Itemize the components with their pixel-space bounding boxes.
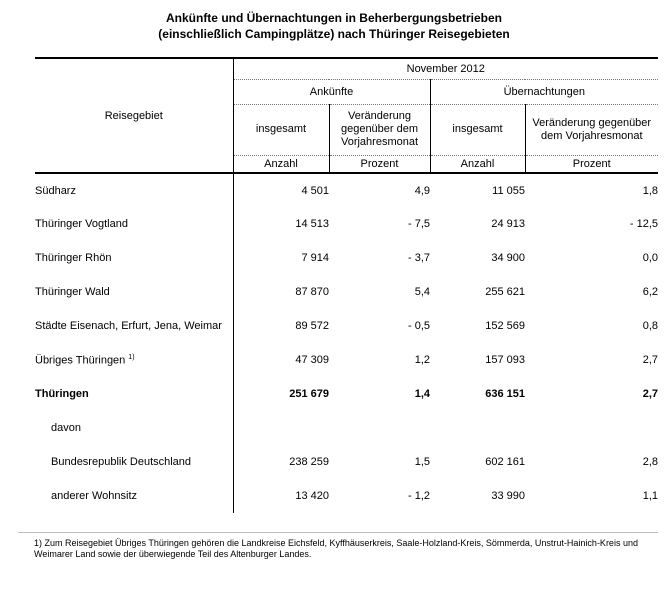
region-label: anderer Wohnsitz bbox=[35, 479, 233, 513]
overnights-change-value: 6,2 bbox=[642, 286, 659, 298]
table-row-anderer-wohnsitz bbox=[35, 479, 658, 513]
footnote-divider bbox=[18, 532, 658, 533]
unit-header-overnights-count: Anzahl bbox=[430, 155, 525, 173]
page-title bbox=[0, 0, 668, 42]
header-row-period bbox=[35, 58, 658, 79]
arrivals-total-value: 7 914 bbox=[301, 252, 329, 264]
overnights-change-value: 0,0 bbox=[642, 252, 659, 264]
overnights-total-value: 255 621 bbox=[485, 286, 525, 298]
column-header-arrivals: Ankünfte bbox=[233, 79, 430, 104]
arrivals-total-value: 251 679 bbox=[289, 388, 329, 400]
region-label: Städte Eisenach, Erfurt, Jena, Weimar bbox=[35, 309, 233, 343]
arrivals-total-value: 13 420 bbox=[295, 490, 329, 502]
unit-header-arrivals-percent: Prozent bbox=[329, 155, 430, 173]
footnote-line2: Weimarer Land sowie der überwiegende Teil des Altenburger Landes. bbox=[34, 549, 312, 559]
unit-header-arrivals-count: Anzahl bbox=[233, 155, 329, 173]
region-label: Thüringer Rhön bbox=[35, 241, 233, 275]
table-row-davon bbox=[35, 411, 658, 445]
arrivals-change-value bbox=[329, 411, 430, 445]
arrivals-total-value: 4 501 bbox=[301, 184, 329, 197]
overnights-change-value bbox=[525, 411, 658, 445]
page-title-line2: (einschließlich Campingplätze) nach Thüringer Reisegebieten bbox=[158, 27, 510, 41]
region-label-text: Übriges Thüringen bbox=[35, 354, 126, 367]
table-row-deutschland bbox=[35, 445, 658, 479]
arrivals-total-value: 14 513 bbox=[295, 218, 329, 230]
column-header-region: Reisegebiet bbox=[35, 58, 233, 173]
region-label: Thüringen bbox=[35, 377, 233, 411]
arrivals-change-value: - 1,2 bbox=[407, 490, 430, 502]
statistics-table bbox=[35, 57, 658, 513]
table-row-staedte bbox=[35, 309, 658, 343]
arrivals-change-value: 4,9 bbox=[414, 184, 430, 197]
region-label: Thüringer Wald bbox=[35, 275, 233, 309]
overnights-total-value: 11 055 bbox=[492, 184, 525, 197]
overnights-change-value: 1,1 bbox=[642, 490, 659, 502]
page-title-line1: Ankünfte und Übernachtungen in Beherbergungsbetrieben bbox=[165, 11, 503, 25]
footnote-marker: 1) bbox=[128, 353, 135, 361]
column-header-arrivals-total: insgesamt bbox=[233, 104, 329, 155]
overnights-total-value: 157 093 bbox=[485, 354, 525, 366]
arrivals-total-value: 238 259 bbox=[289, 456, 329, 468]
overnights-total-value: 636 151 bbox=[485, 388, 525, 400]
region-label: Bundesrepublik Deutschland bbox=[35, 445, 233, 479]
region-label: davon bbox=[35, 411, 233, 445]
column-header-overnights: Übernachtungen bbox=[430, 79, 658, 104]
arrivals-total-value bbox=[233, 411, 329, 445]
table-row-uebriges bbox=[35, 343, 658, 377]
arrivals-change-value: - 7,5 bbox=[407, 218, 430, 230]
overnights-change-value: 2,7 bbox=[642, 354, 659, 366]
arrivals-total-value: 89 572 bbox=[295, 320, 329, 332]
overnights-total-value: 24 913 bbox=[491, 218, 525, 230]
arrivals-change-value: 1,5 bbox=[414, 456, 430, 468]
table-row-suedharz bbox=[35, 173, 658, 207]
unit-header-overnights-percent: Prozent bbox=[525, 155, 658, 173]
column-header-overnights-total: insgesamt bbox=[430, 104, 525, 155]
column-header-period: November 2012 bbox=[233, 58, 658, 79]
region-label bbox=[35, 343, 233, 377]
overnights-total-value: 33 990 bbox=[491, 490, 525, 502]
table-row-rhoen bbox=[35, 241, 658, 275]
arrivals-change-value: - 3,7 bbox=[407, 252, 430, 264]
overnights-change-value: 1,8 bbox=[642, 184, 659, 197]
column-header-arrivals-change: Veränderung gegenüber dem Vorjahresmonat bbox=[329, 104, 430, 155]
overnights-change-value: - 12,5 bbox=[629, 218, 659, 230]
arrivals-change-value: 1,4 bbox=[414, 388, 430, 400]
column-header-overnights-change: Veränderung gegenüber dem Vorjahresmonat bbox=[525, 104, 658, 155]
overnights-total-value bbox=[430, 411, 525, 445]
table-row-vogtland bbox=[35, 207, 658, 241]
arrivals-total-value: 87 870 bbox=[295, 286, 329, 298]
overnights-total-value: 602 161 bbox=[485, 456, 525, 468]
overnights-total-value: 152 569 bbox=[485, 320, 525, 332]
region-label: Thüringer Vogtland bbox=[35, 207, 233, 241]
footnote-line1: 1) Zum Reisegebiet Übriges Thüringen gehören die Landkreise Eichsfeld, Kyffhäuserkreis, Saale-Holzland-Kreis, Sömmerda, Unstrut-Hainich-Kreis und bbox=[34, 538, 638, 548]
overnights-change-value: 0,8 bbox=[642, 320, 659, 332]
overnights-change-value: 2,7 bbox=[642, 388, 659, 400]
footnote bbox=[34, 538, 644, 560]
arrivals-total-value: 47 309 bbox=[295, 354, 329, 366]
overnights-total-value: 34 900 bbox=[491, 252, 525, 264]
table-row-wald bbox=[35, 275, 658, 309]
arrivals-change-value: 1,2 bbox=[414, 354, 430, 366]
arrivals-change-value: - 0,5 bbox=[407, 320, 430, 332]
table-row-thueringen-total bbox=[35, 377, 658, 411]
arrivals-change-value: 5,4 bbox=[414, 286, 430, 298]
overnights-change-value: 2,8 bbox=[642, 456, 659, 468]
region-label: Südharz bbox=[35, 173, 233, 207]
